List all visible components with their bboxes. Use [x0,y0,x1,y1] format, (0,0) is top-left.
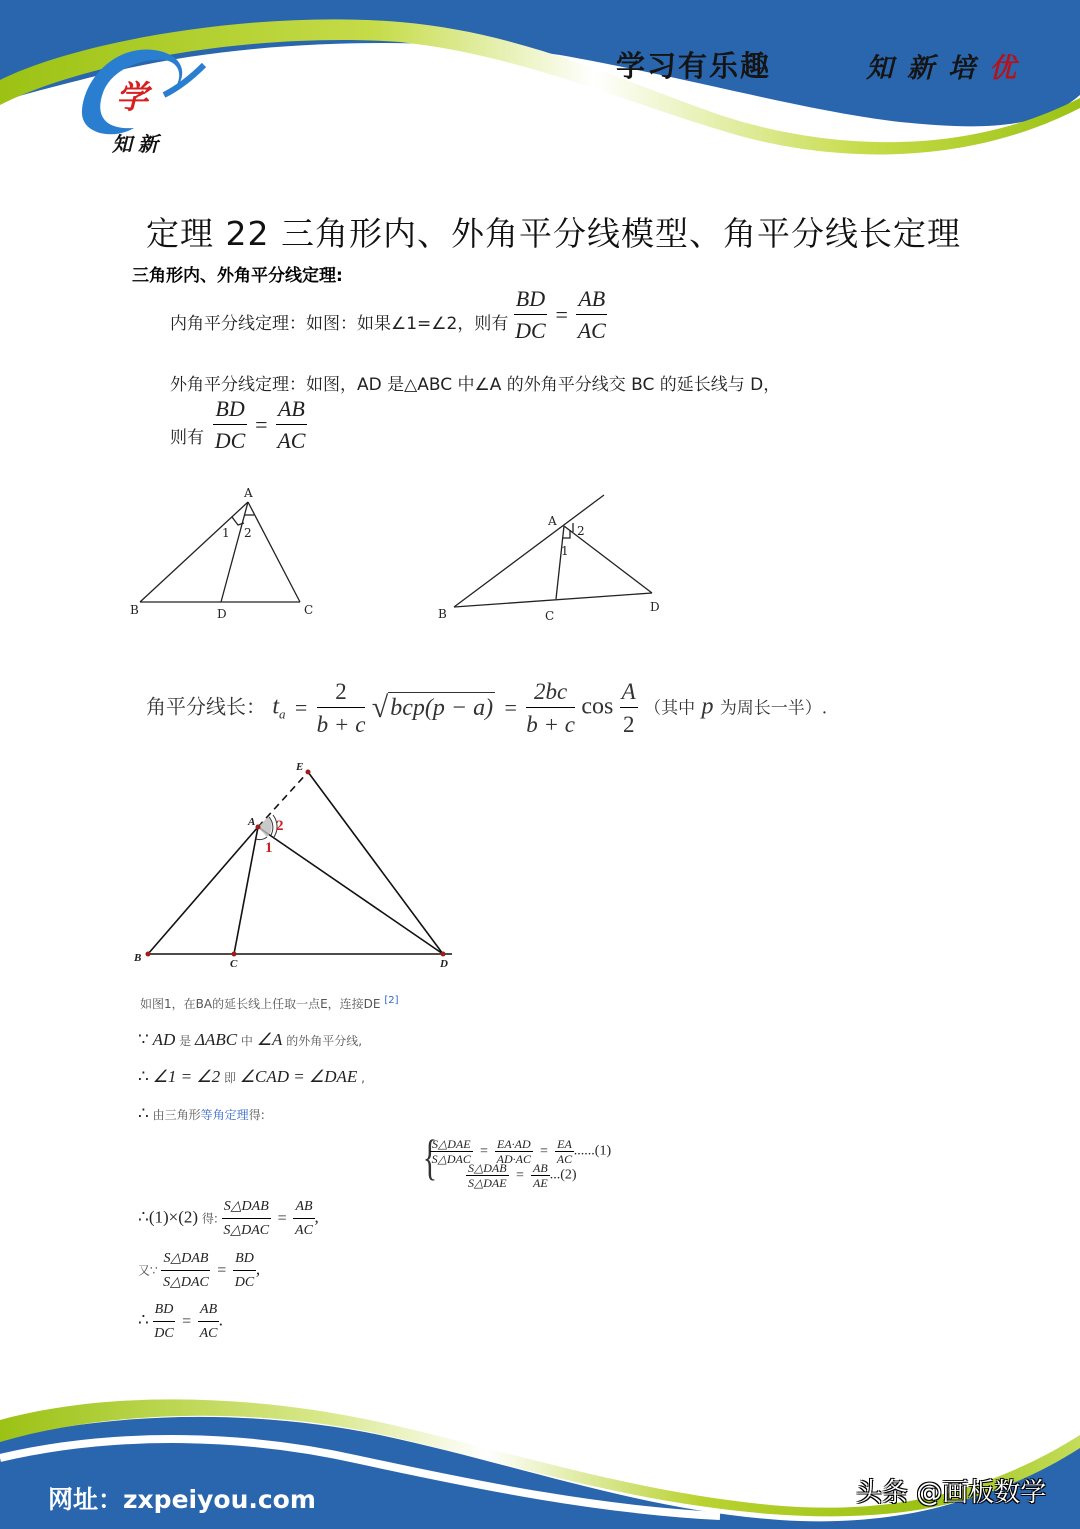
proof-line-2: ∵ AD 是 ΔABC 中 ∠A 的外角平分线, [138,1030,363,1049]
watermark: 头条 @画板数学 [856,1478,1047,1508]
interior-text: 内角平分线定理：如图：如果∠1=∠2，则有 [170,314,509,334]
proof-line-7: ∴ $\frac{BD}{DC}$ = $\frac{AB}{AC}$ . [138,1302,224,1341]
equation-1: $\frac{\text{S△DAE}}{\text{S△DAC}}$ = $\frac{EA\cdot AD}{AD\cdot AC}$ = $\frac{EA}{AC}$ ......(1) [431,1137,612,1166]
proof-line-5: ∴(1)×(2) 得: $\frac{\text{S△DAB}}{\text{S△DAC}}$ = $\frac{AB}{AC}$ , [138,1199,319,1238]
svg-text:C: C [304,603,314,617]
section-subtitle: 三角形内、外角平分线定理: [132,266,343,286]
logo-text: 知新 [112,132,164,156]
page-footer [0,1380,1080,1529]
slogan-right-accent: 优 [989,53,1030,84]
exterior-bisector-conclusion: 则有 $\frac{BD}{DC}$ = $\frac{AB}{AC}$ [170,396,306,453]
equation-2: $\frac{\text{S△DAB}}{\text{S△DAE}}$ = $\frac{AB}{AE}$ ...(2) [468,1161,577,1190]
website-url[interactable]: 网址：zxpeiyou.com [48,1485,316,1514]
svg-text:B: B [134,952,142,964]
brace-icon: { [422,1129,438,1185]
bisector-length-formula: 角平分线长： $t_a$ = $\frac{2}{b + c}$ √bcp(p − a) = $\frac{2bc}{b + c}$ cos $\frac{A}{2}$ （其中 p 为周长一半）. [146,679,828,737]
svg-text:1: 1 [265,840,273,856]
proof-figure [130,755,460,975]
proof-line-1: 如图1，在BA的延长线上任取一点E，连接DE [2] [140,995,399,1011]
svg-text:2: 2 [244,526,252,540]
svg-text:1: 1 [561,544,569,558]
interior-frac-right: $\frac{AB}{AC}$ [577,286,606,343]
svg-text:C: C [230,958,238,970]
exterior-bisector-figure [420,480,680,630]
slogan-right-main: 知新培 [866,53,989,84]
svg-text:C: C [545,609,555,623]
proof-line-3: ∴ ∠1 = ∠2 即 ∠CAD = ∠DAE , [138,1067,365,1086]
page-title: 定理 22 三角形内、外角平分线模型、角平分线长定理 [146,214,961,253]
proof-line-6: 又∵ $\frac{\text{S△DAB}}{\text{S△DAC}}$ = $\frac{BD}{DC}$ , [138,1251,261,1290]
svg-text:B: B [130,603,139,617]
interior-frac-left: $\frac{BD}{DC}$ [515,286,546,343]
equal-angle-theorem-link[interactable]: 等角定理 [200,1108,249,1122]
exterior-theorem-text: 外角平分线定理：如图，AD 是△ABC 中∠A 的外角平分线交 BC 的延长线与 D， [170,375,781,395]
svg-text:D: D [440,958,448,970]
svg-text:1: 1 [222,526,230,540]
svg-text:2: 2 [276,818,284,834]
svg-text:A: A [248,816,256,828]
sqrt-expression: √bcp(p − a) [371,691,494,724]
slogan-left: 学习有乐趣 [616,49,772,83]
svg-text:2: 2 [577,524,585,538]
interior-bisector-figure [120,475,340,625]
exterior-frac-left: $\frac{BD}{DC}$ [214,396,246,453]
page-header [0,0,1080,180]
svg-text:A: A [244,486,253,500]
svg-text:E: E [296,761,304,773]
slogan-right [866,46,1030,85]
exterior-frac-right: $\frac{AB}{AC}$ [277,396,306,453]
citation-link[interactable]: [2] [384,995,399,1006]
proof-line-4: ∴ 由三角形等角定理得: [138,1104,265,1123]
interior-bisector-theorem: 内角平分线定理：如图：如果∠1=∠2，则有 $\frac{BD}{DC}$ = $\frac{AB}{AC}$ [170,286,606,343]
svg-text:D: D [217,607,227,621]
svg-text:A: A [548,514,557,528]
svg-text:B: B [438,607,447,621]
svg-text:D: D [650,600,660,614]
svg-text:学: 学 [116,78,149,116]
bisector-length-label: 角平分线长： [146,694,266,719]
